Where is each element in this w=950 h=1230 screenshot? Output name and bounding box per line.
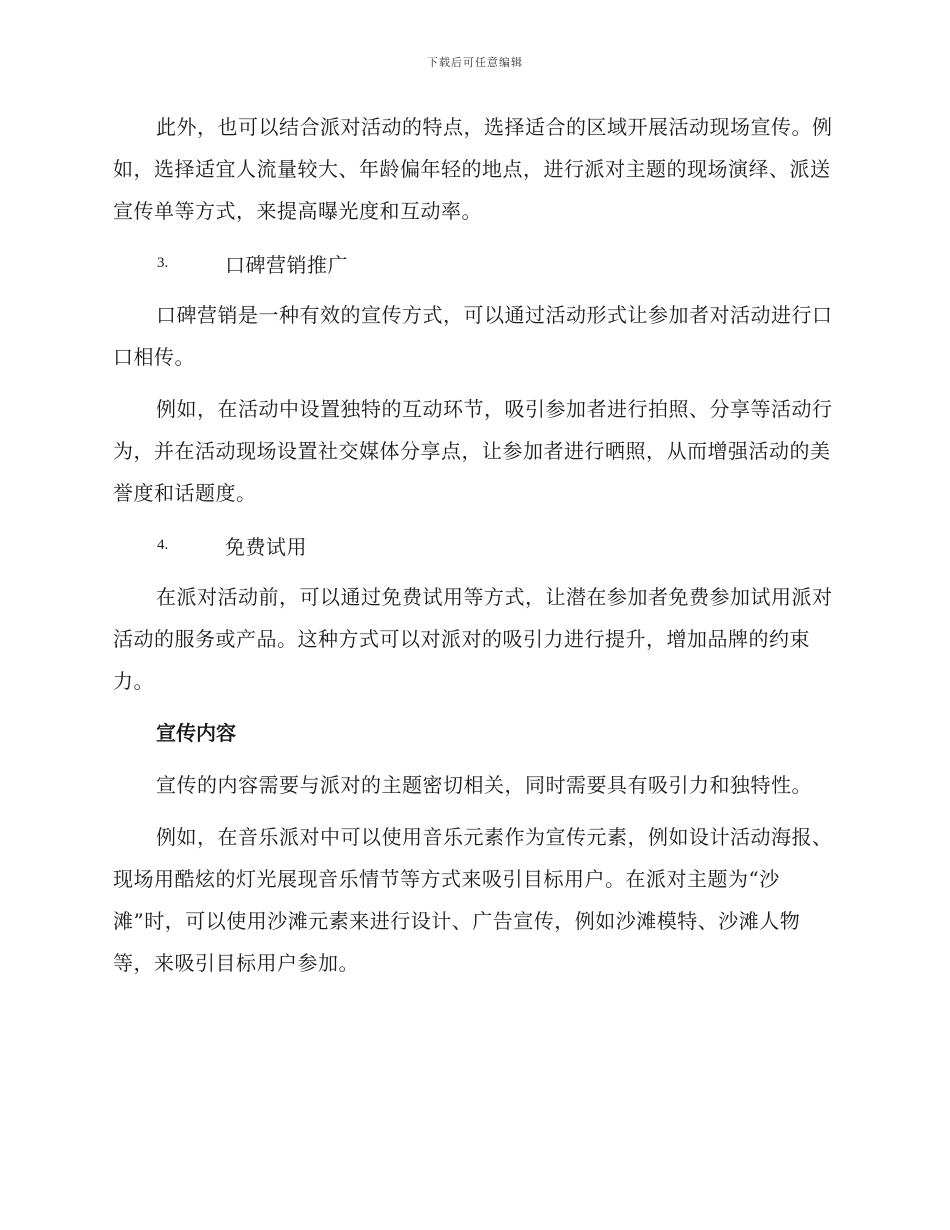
list-item-word-of-mouth — [113, 242, 835, 284]
list-number: 4. — [157, 536, 169, 553]
paragraph-content-theme: 宣传的内容需要与派对的主题密切相关，同时需要具有吸引力和独特性。 — [156, 773, 812, 797]
paragraph-word-of-mouth: 口碑营销是一种有效的宣传方式，可以通过活动形式让参加者对活动进行口口相传。 — [113, 303, 833, 369]
list-number: 3. — [157, 254, 169, 271]
paragraph-interaction-example: 例如，在活动中设置独特的互动环节，吸引参加者进行拍照、分享等活动行为，并在活动现场设置社交媒体分享点，让参加者进行晒照，从而增强活动的美誉度和话题度。 — [113, 397, 833, 505]
list-item-free-trial — [113, 524, 835, 566]
paragraph-onsite-promotion: 此外，也可以结合派对活动的特点，选择适合的区域开展活动现场宣传。例如，选择适宜人流量较大、年龄偏年轻的地点，进行派对主题的现场演绎、派送宣传单等方式，来提高曝光度和互动率。 — [113, 115, 833, 223]
section-heading: 宣传内容 — [156, 721, 236, 745]
list-label: 口碑营销推广 — [225, 252, 348, 277]
document-body — [113, 106, 835, 994]
page-header: 下载后可任意编辑 — [427, 56, 523, 69]
paragraph-music-beach-example: 例如，在音乐派对中可以使用音乐元素作为宣传元素，例如设计活动海报、现场用酷炫的灯光展现音乐情节等方式来吸引目标用户。在派对主题为“沙滩”时，可以使用沙滩元素来进行设计、广告宣传，例如沙滩模特、沙滩人物等，来吸引目标用户参加。 — [113, 825, 833, 975]
paragraph-free-trial: 在派对活动前，可以通过免费试用等方式，让潜在参加者免费参加试用派对活动的服务或产品。这种方式可以对派对的吸引力进行提升，增加品牌的约束力。 — [113, 585, 833, 693]
list-label: 免费试用 — [225, 534, 307, 559]
